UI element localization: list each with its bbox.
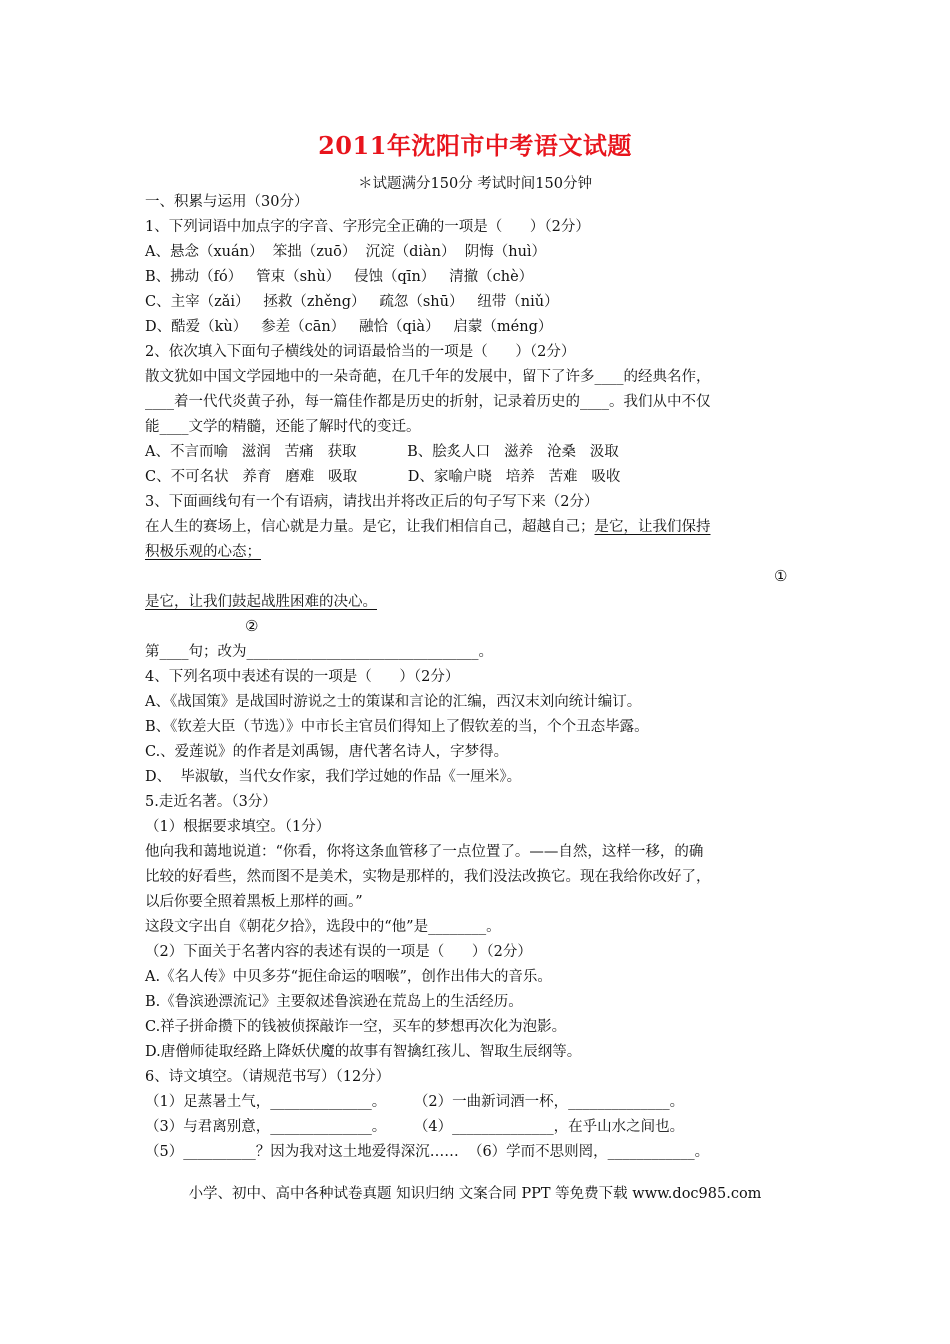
underlined-sentence-1-cont: 积极乐观的心态； — [145, 544, 261, 560]
option-line: A、不言而喻 滋润 苦痛 获取 B、脍炙人口 滋养 沧桑 汲取 — [145, 444, 619, 460]
question-2: 2、依次填入下面句子横线处的词语最恰当的一项是（ ）（2分） — [145, 344, 576, 360]
option-line: A、悬念（xuán） 笨拙（zuō） 沉淀（diàn） 阴悔（huì） — [145, 244, 547, 260]
poem-fill-line: （3）与君离别意，______________。 （4）______________，在乎山水之间也。 — [145, 1119, 685, 1135]
page-subtitle: ＊试题满分150分 考试时间150分钟 — [358, 176, 592, 192]
passage-line: 散文犹如中国文学园地中的一朵奇葩，在几千年的发展中，留下了许多____的经典名作， — [145, 369, 711, 385]
marker-1: ① — [774, 567, 788, 585]
poem-fill-line: （5）__________？因为我对这土地爱得深沉…… （6）学而不思则罔，____________。 — [145, 1144, 710, 1160]
passage-line: 他向我和蔼地说道：“你看，你将这条血管移了一点位置了。——自然，这样一移，的确 — [145, 844, 704, 860]
question-4: 4、下列名项中表述有误的一项是（ ）（2分） — [145, 669, 460, 685]
sub-question: （1）根据要求填空。（1分） — [145, 819, 331, 835]
fill-blank-line: 这段文字出自《朝花夕拾》，选段中的“他”是________。 — [145, 919, 501, 935]
option-line: B、《钦差大臣（节选）》中市长主官员们得知上了假钦差的当，个个丑态毕露。 — [145, 719, 649, 735]
question-6: 6、诗文填空。（请规范书写）（12分） — [145, 1069, 391, 1085]
underlined-sentence-1: 是它，让我们保持 — [594, 519, 711, 535]
option-line: D、酷爱（kù） 参差（cān） 融恰（qià） 启蒙（méng） — [145, 319, 553, 335]
passage-text: 在人生的赛场上，信心就是力量。是它，让我们相信自己，超越自己； — [145, 519, 595, 535]
passage-line — [145, 517, 711, 537]
question-3: 3、下面画线句有一个有语病，请找出并将改正后的句子写下来（2分） — [145, 494, 599, 510]
poem-fill-line: （1）足蒸暑土气，______________。 （2）一曲新词酒一杯，______________。 — [145, 1094, 685, 1110]
marker-2: ② — [245, 617, 259, 635]
option-line: A.《名人传》中贝多芬“扼住命运的咽喉”，创作出伟大的音乐。 — [145, 969, 552, 985]
underlined-sentence-2: 是它，让我们鼓起战胜困难的决心。 — [145, 594, 377, 610]
page-footer: 小学、初中、高中各种试卷真题 知识归纳 文案合同 PPT 等免费下载 www.doc985.com — [188, 1186, 762, 1202]
option-line: D、 毕淑敏，当代女作家，我们学过她的作品《一厘米》。 — [145, 769, 522, 785]
passage-line: 比较的好看些，然而图不是美术，实物是那样的，我们没法改换它。现在我给你改好了， — [145, 869, 711, 885]
passage-line: ____着一代代炎黄子孙，每一篇佳作都是历史的折射，记录着历史的____。我们从中不仅 — [145, 394, 711, 410]
passage-line: 能____文学的精髓，还能了解时代的变迁。 — [145, 419, 421, 435]
section-heading: 一、积累与运用（30分） — [145, 194, 309, 210]
sub-question: （2）下面关于名著内容的表述有误的一项是（ ）（2分） — [145, 944, 532, 960]
option-line: C.祥子拼命攒下的钱被侦探敲诈一空，买车的梦想再次化为泡影。 — [145, 1019, 567, 1035]
option-line: C、主宰（zǎi） 拯救（zhěng） 疏忽（shū） 纽带（niǔ） — [145, 294, 559, 310]
question-1: 1、下列词语中加点字的字音、字形完全正确的一项是（ ）（2分） — [145, 219, 590, 235]
option-line: A、《战国策》是战国时游说之士的策谋和言论的汇编，西汉末刘向统计编订。 — [145, 694, 642, 710]
question-5: 5.走近名著。（3分） — [145, 794, 277, 810]
page-title: 2011年沈阳市中考语文试题 — [318, 131, 632, 160]
option-line: B.《鲁滨逊漂流记》主要叙述鲁滨逊在荒岛上的生活经历。 — [145, 994, 523, 1010]
option-line: C、不可名状 养育 磨难 吸取 D、家喻户晓 培养 苦难 吸收 — [145, 469, 621, 485]
option-line: D.唐僧师徒取经路上降妖伏魔的故事有智擒红孩儿、智取生辰纲等。 — [145, 1044, 582, 1060]
answer-line: 第____句；改为________________________________。 — [145, 644, 493, 660]
passage-line: 以后你要全照着黑板上那样的画。” — [145, 894, 363, 910]
option-line: C.、爱莲说》的作者是刘禹锡，唐代著名诗人，字梦得。 — [145, 744, 509, 760]
option-line: B、拂动（fó） 管束（shù） 侵蚀（qīn） 清撤（chè） — [145, 269, 534, 285]
